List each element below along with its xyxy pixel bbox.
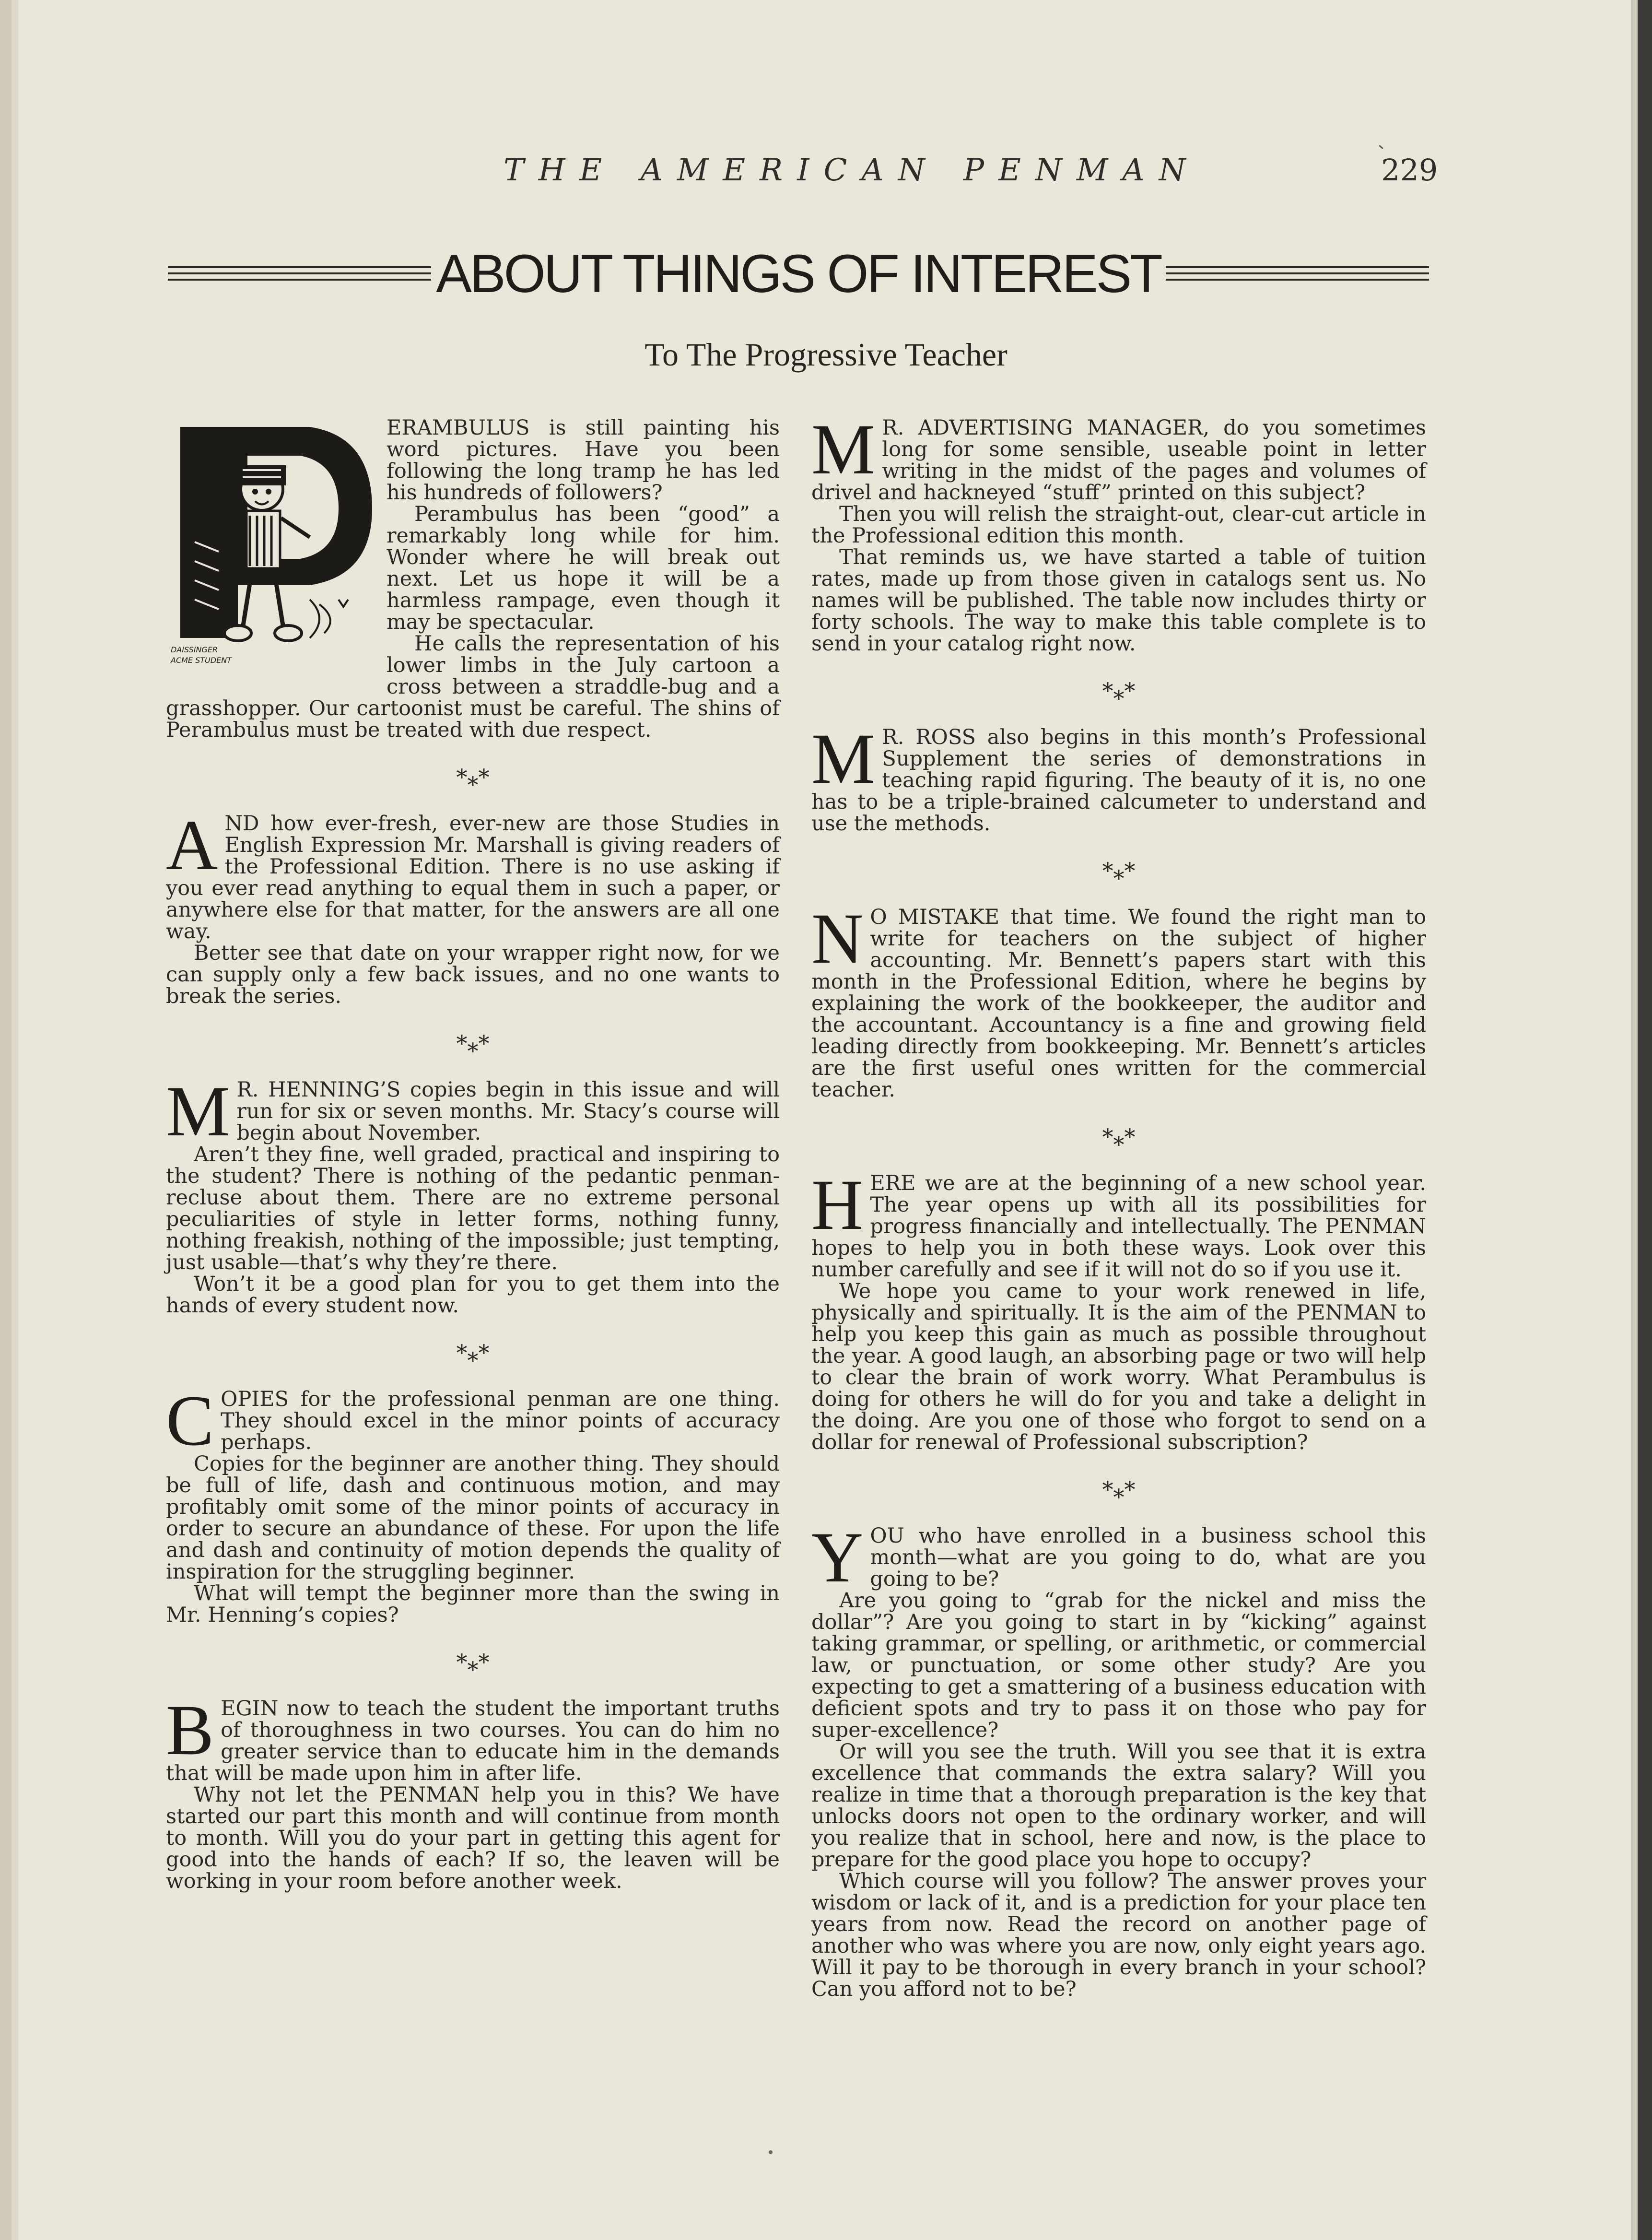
article-lead-text: ERE we are at the beginning of a new school year. The year opens up with all its possibilities for progress financially and intellectually. The PENMAN hopes to help you in both these ways. Look over this number carefully and see if it will not do so if you use it. <box>811 1171 1426 1282</box>
article-paragraph: He calls the representation of his lower limbs in the July cartoon a cross between a straddle-bug and a grasshopper. Our cartoonist must be careful. The shins of Perambulus must be treated with due respect. <box>166 632 780 742</box>
asterisk: * <box>456 1030 468 1056</box>
illustration-signature: DAISSINGER <box>171 645 218 654</box>
running-title: THE AMERICAN PENMAN <box>504 153 1200 188</box>
section-subtitle: To The Progressive Teacher <box>644 336 1008 373</box>
asterisk: * <box>467 772 479 798</box>
article-lead-text: R. ADVERTISING MANAGER, do you sometimes long for some sensible, useable point in letter writing in the midst of the pages and volumes of drivel and hackneyed “stuff” printed on this subject? <box>811 416 1426 505</box>
drop-cap-initial: A <box>166 805 218 885</box>
asterisk: * <box>1102 1476 1113 1502</box>
asterisk: * <box>1102 1124 1113 1150</box>
left-column <box>166 417 780 1892</box>
asterisk: * <box>456 1649 468 1675</box>
asterisk: * <box>1113 685 1125 711</box>
asterisk: * <box>467 1657 479 1683</box>
article <box>811 1165 1426 1454</box>
article-paragraph: Perambulus has been “good” a remarkably long while for him. Wonder where he will break out next. Let us hope it will be a harmless rampage, even though it may be spectacular. <box>387 502 780 634</box>
article-lead-paragraph <box>811 719 1426 836</box>
drop-cap-initial: M <box>811 410 876 489</box>
article-paragraph: Which course will you follow? The answer proves your wisdom or lack of it, and is a prediction for your place ten years from now. Read the record on another page of another who was where you are now, only eight years ago. Will it pay to be thorough in every branch in your school? Can you afford not to be? <box>811 1869 1426 2001</box>
drop-cap-initial: M <box>166 1072 230 1151</box>
article-paragraph: What will tempt the beginner more than the swing in Mr. Henning’s copies? <box>166 1581 780 1627</box>
article <box>166 1072 780 1318</box>
drop-cap-initial: B <box>166 1690 214 1770</box>
article-paragraph: Are you going to “grab for the nickel and miss the dollar”? Are you going to start in by “kicking” against taking grammar, or spelling, or arithmetic, or commercial law, or punctuation, or some other study? Are you expecting to get a smattering of a business education with deficient spots and try to pass it on those who pay for super-excellence? <box>811 1589 1426 1742</box>
footer-mark <box>769 2150 773 2154</box>
asterisk: * <box>467 1038 479 1064</box>
print-mark <box>1379 145 1383 149</box>
article-lead-paragraph <box>811 1518 1426 1597</box>
article <box>811 1518 1426 2001</box>
article-paragraph: Aren’t they fine, well graded, practical and inspiring to the student? There is nothing of the pedantic penman-recluse about them. There are no extreme personal peculiarities of style in letter forms, nothing funny, nothing freakish, nothing of the impossible; just tempting, just usable—that’s why they’re there. <box>166 1143 780 1274</box>
asterisk: * <box>1124 858 1136 884</box>
asterisk: * <box>1124 1476 1136 1502</box>
article-lead-text: O MISTAKE that time. We found the right man to write for teachers on the subject of higher accounting. Mr. Bennett’s papers start with this month in the Professional Edition, where he begins by explaining the work of the bookkeeper, the auditor and the accountant. Accountancy is a fine and growing field leading directly from bookkeeping. Mr. Bennett’s articles are the first useful ones written for the commercial teacher. <box>811 905 1426 1102</box>
drop-cap-initial: N <box>811 899 864 979</box>
page-number: 229 <box>1381 153 1438 188</box>
drop-cap-initial: H <box>811 1165 864 1245</box>
article-paragraph: Better see that date on your wrapper right now, for we can supply only a few back issues, and no one wants to break the series. <box>166 941 780 1008</box>
article-lead-paragraph <box>811 1165 1426 1282</box>
drop-cap-initial: C <box>166 1381 214 1461</box>
asterisk: * <box>478 1340 490 1366</box>
article-paragraph: We hope you came to your work renewed in life, physically and spiritually. It is the aim of the PENMAN to help you keep this gain as much as possible throughout the year. A good laugh, an absorbing page or two will help to clear the brain of work worry. What Perambulus is doing for others he will do for you and take a delight in the doing. Are you one of those who forgot to send on a dollar for renewal of Professional subscription? <box>811 1279 1426 1454</box>
article-lead-paragraph <box>166 1690 780 1785</box>
asterisk: * <box>1102 678 1113 704</box>
article-lead-text: R. ROSS also begins in this month’s Professional Supplement the series of demonstrations in teaching rapid figuring. The beauty of it is, no one has to be a triple-brained calcumeter to understand and use the methods. <box>811 725 1426 836</box>
section-title: ABOUT THINGS OF INTEREST <box>436 243 1161 304</box>
asterisk: * <box>456 764 468 790</box>
article-lead-text: OPIES for the professional penman are one thing. They should excel in the minor points of accuracy perhaps. <box>221 1387 780 1454</box>
article-paragraph: Then you will relish the straight-out, clear-cut article in the Professional edition this month. <box>811 502 1426 548</box>
article-lead-text: R. HENNING’S copies begin in this issue and will run for six or seven months. Mr. Stacy’s course will begin about November. <box>236 1078 780 1145</box>
asterisk: * <box>478 764 490 790</box>
article <box>811 410 1426 656</box>
article <box>166 1381 780 1627</box>
asterisk: * <box>478 1649 490 1675</box>
asterisk: * <box>467 1347 479 1373</box>
right-column <box>811 410 1426 2001</box>
asterisk: * <box>456 1340 468 1366</box>
article-lead-text: ND how ever-fresh, ever-new are those Studies in English Expression Mr. Marshall is giving readers of the Professional Edition. There is no use asking if you ever read anything to equal them in such a paper, or anywhere else for that matter, for the answers are all one way. <box>166 812 780 943</box>
article-lead-paragraph <box>166 1381 780 1461</box>
article <box>166 417 780 741</box>
asterism-separator <box>811 655 1426 727</box>
perambulus-drop-cap-drawing <box>166 417 377 676</box>
article-lead-paragraph <box>811 410 1426 505</box>
asterisk: * <box>1124 678 1136 704</box>
article-lead-text: EGIN now to teach the student the important truths of thoroughness in two courses. You can do him no greater service than to educate him in the demands that will be made upon him in after life. <box>166 1697 780 1785</box>
asterisk: * <box>1113 1484 1125 1510</box>
asterism-separator <box>166 1317 780 1389</box>
title-rule-left <box>168 266 431 281</box>
article-paragraph: Copies for the beginner are another thing. They should be full of life, dash and continuous motion, and may profitably omit some of the minor points of accuracy in order to secure an abundance of these. For upon the life and dash and continuity of motion depends the quality of inspiration for the struggling beginner. <box>166 1452 780 1584</box>
asterisk: * <box>1124 1124 1136 1150</box>
article-paragraph: Why not let the PENMAN help you in this? We have started our part this month and will continue from month to month. Will you do your part in getting this agent for good into the hands of each? If so, the leaven will be working in your room before another week. <box>166 1783 780 1893</box>
title-rule-right <box>1166 266 1429 281</box>
asterisk: * <box>478 1030 490 1056</box>
drop-cap-initial: M <box>811 719 876 799</box>
article <box>166 805 780 1008</box>
article-lead-paragraph <box>166 1072 780 1151</box>
article-paragraph: Or will you see the truth. Will you see that it is extra excellence that commands the extra salary? Will you realize in time that a thorough preparation is the key that unlocks doors not open to the ordinary worker, and will you realize that in school, here and now, is the place to prepare for the good place you hope to occupy? <box>811 1740 1426 1872</box>
article-lead-paragraph <box>166 805 780 943</box>
drop-cap-initial: Y <box>811 1518 864 1597</box>
asterism-separator <box>166 1007 780 1079</box>
article <box>811 899 1426 1102</box>
section-title-banner <box>168 242 1429 305</box>
asterism-separator <box>166 1626 780 1698</box>
article-paragraph: That reminds us, we have started a table of tuition rates, made up from those given in catalogs sent us. No names will be published. The table now includes thirty or forty schools. The way to make this table complete is to send in your catalog right now. <box>811 545 1426 656</box>
asterism-separator <box>811 835 1426 907</box>
article-lead-paragraph <box>811 899 1426 1102</box>
perambulus-cartoon-illustration <box>166 417 377 676</box>
asterisk: * <box>1113 865 1125 891</box>
asterism-separator <box>811 1101 1426 1173</box>
article-lead-text: OU who have enrolled in a business school this month—what are you going to do, what are you going to be? <box>870 1524 1426 1591</box>
illustration-caption: ACME STUDENT <box>171 656 232 665</box>
article-lead-paragraph: ERAMBULUS is still painting his word pictures. Have you been following the long tramp he has led his hundreds of followers? <box>387 416 780 505</box>
article-paragraph: Won’t it be a good plan for you to get them into the hands of every student now. <box>166 1272 780 1318</box>
article <box>811 719 1426 836</box>
asterism-separator <box>811 1453 1426 1525</box>
asterism-separator <box>166 741 780 813</box>
article <box>166 1690 780 1893</box>
asterisk: * <box>1102 858 1113 884</box>
asterisk: * <box>1113 1132 1125 1157</box>
